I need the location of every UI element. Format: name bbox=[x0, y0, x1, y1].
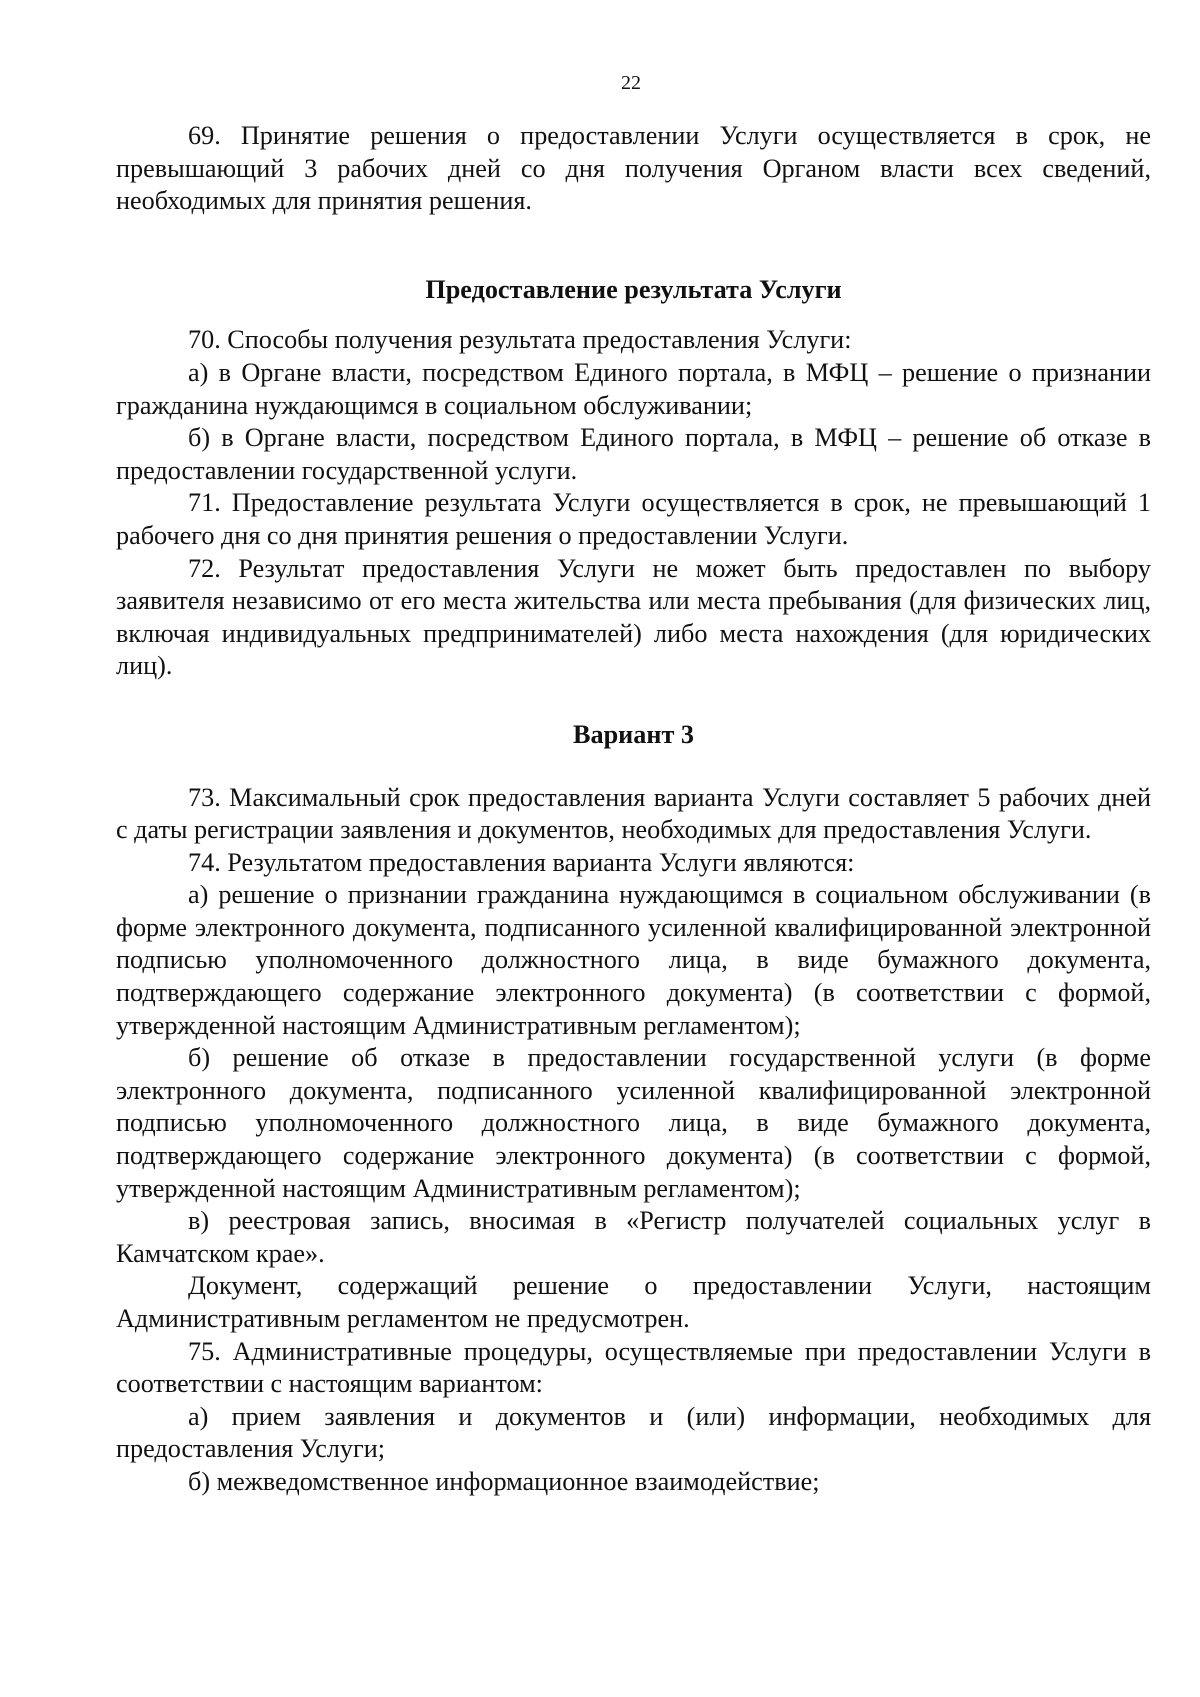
paragraph-75: 75. Административные процедуры, осуществляемые при предоставлении Услуги в соответствии с настоящим вариантом: bbox=[116, 1336, 1151, 1399]
section-heading-result: Предоставление результата Услуги bbox=[425, 274, 842, 304]
paragraph-75-b: б) межведомственное информационное взаимодействие; bbox=[188, 1466, 820, 1496]
paragraph-document-note: Документ, содержащий решение о предоставлении Услуги, настоящим Административным регламентом не предусмотрен. bbox=[116, 1271, 1151, 1333]
paragraph-73: 73. Максимальный срок предоставления варианта Услуги составляет 5 рабочих дней с даты регистрации заявления и документов, необходимых для предоставления Услуги. bbox=[116, 782, 1151, 845]
paragraph-71: 71. Предоставление результата Услуги осуществляется в срок, не превышающий 1 рабочего дня со дня принятия решения о предоставлении Услуги. bbox=[116, 488, 1151, 550]
paragraph-70-b: б) в Органе власти, посредством Единого портала, в МФЦ – решение об отказе в предоставлении государственной услуги. bbox=[116, 423, 1151, 485]
paragraph-74-c: в) реестровая запись, вносимая в «Регистр получателей социальных услуг в Камчатском крае». bbox=[116, 1206, 1151, 1268]
page-number: 22 bbox=[621, 72, 641, 94]
section-heading-variant-3: Вариант 3 bbox=[573, 719, 694, 749]
paragraph-70-a: а) в Органе власти, посредством Единого портала, в МФЦ – решение о признании гражданина нуждающимся в социальном обслуживании; bbox=[116, 357, 1151, 420]
paragraph-74-b: б) решение об отказе в предоставлении государственной услуги (в форме электронного документа, подписанного усиленной квалифицированной электронной подписью уполномоченного должностного лица, в виде бумажного документа, подтверждающего содержание электронного документа) (в соответствии с формой, утвержденной настоящим Административным регламентом); bbox=[116, 1043, 1151, 1203]
paragraph-75-a: а) прием заявления и документов и (или) информации, необходимых для предоставления Услуги; bbox=[116, 1401, 1151, 1464]
paragraph-69: 69. Принятие решения о предоставлении Услуги осуществляется в срок, не превышающий 3 рабочих дней со дня получения Органом власти всех сведений, необходимых для принятия решения. bbox=[116, 121, 1151, 216]
paragraph-70: 70. Способы получения результата предоставления Услуги: bbox=[188, 325, 852, 355]
paragraph-72: 72. Результат предоставления Услуги не может быть предоставлен по выбору заявителя независимо от его места жительства или места пребывания (для физических лиц, включая индивидуальных предпринимателей) либо места нахождения (для юридических лиц). bbox=[116, 553, 1151, 681]
document-body bbox=[116, 120, 1151, 1499]
paragraph-74: 74. Результатом предоставления варианта Услуги являются: bbox=[188, 847, 855, 877]
paragraph-74-a: а) решение о признании гражданина нуждающимся в социальном обслуживании (в форме электронного документа, подписанного усиленной квалифицированной электронной подписью уполномоченного должностного лица, в виде бумажного документа, подтверждающего содержание электронного документа) (в соответствии с формой, утвержденной настоящим Административным регламентом); bbox=[116, 880, 1151, 1040]
